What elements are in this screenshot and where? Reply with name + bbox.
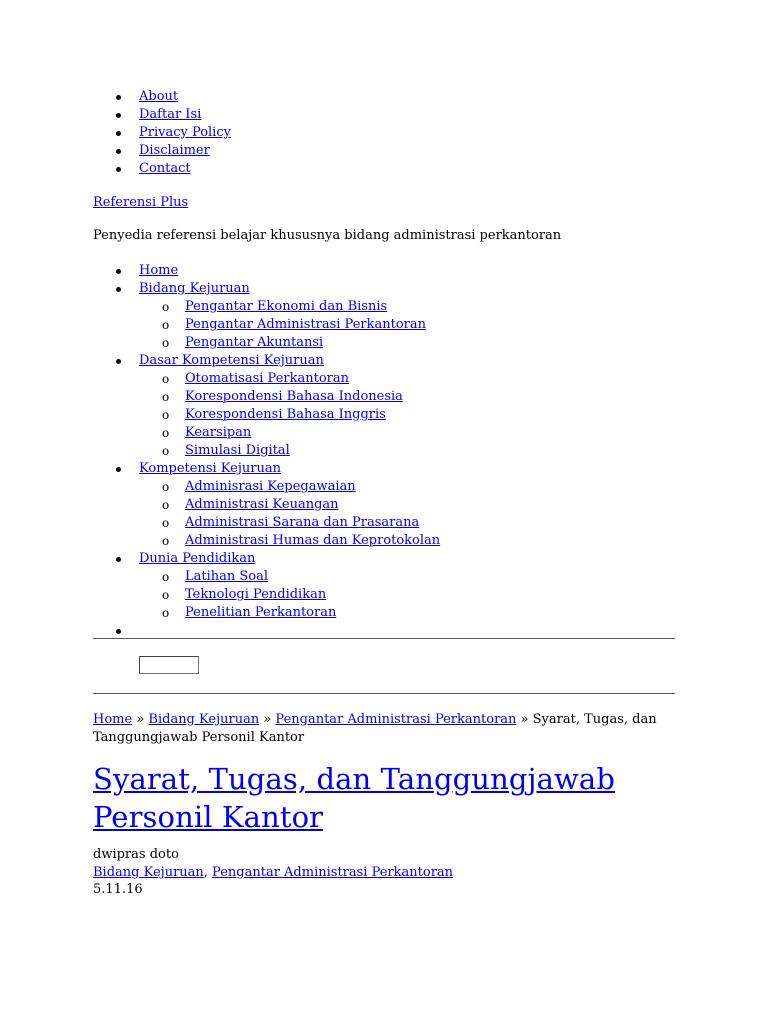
main-nav-item-home [93,262,675,280]
post-label-link[interactable]: Pengantar Administrasi Perkantoran [212,864,454,880]
main-nav-link[interactable]: Dunia Pendidikan [139,551,256,566]
top-nav-link[interactable]: Disclaimer [139,143,210,158]
top-nav-link[interactable]: Privacy Policy [139,125,231,140]
submenu-item [139,424,675,442]
submenu-link[interactable]: Latihan Soal [185,569,269,584]
submenu-link[interactable]: Korespondensi Bahasa Indonesia [185,389,403,404]
top-nav-item-disclaimer [93,142,231,160]
breadcrumb-separator: » [516,712,533,727]
submenu [139,478,675,550]
post-title [93,760,693,836]
submenu-link[interactable]: Pengantar Akuntansi [185,335,324,350]
divider [93,638,675,639]
top-nav-item-contact [93,160,231,178]
submenu-link[interactable]: Administrasi Sarana dan Prasarana [185,515,420,530]
post-meta [93,846,453,899]
submenu-link[interactable]: Administrasi Humas dan Keprotokolan [185,533,441,548]
submenu-link[interactable]: Otomatisasi Perkantoran [185,371,350,386]
post-labels [93,864,453,882]
main-nav-link[interactable]: Home [139,263,179,278]
main-nav-item-kompetensi-kejuruan [93,460,675,550]
main-navigation [93,262,675,640]
breadcrumb-subcategory-link[interactable]: Pengantar Administrasi Perkantoran [275,712,517,727]
post-date: 5.11.16 [93,882,143,897]
submenu-item [139,388,675,406]
submenu-item [139,298,675,316]
top-nav-link[interactable]: Daftar Isi [139,107,202,122]
top-nav-item-daftar-isi [93,106,231,124]
submenu-link[interactable]: Pengantar Ekonomi dan Bisnis [185,299,388,314]
breadcrumb [93,711,675,747]
submenu-link[interactable]: Simulasi Digital [185,443,290,458]
submenu-item [139,514,675,532]
submenu-item [139,604,675,622]
divider [93,693,675,694]
submenu-item [139,568,675,586]
search-input[interactable] [139,656,199,674]
submenu-item [139,496,675,514]
main-nav-link[interactable]: Kompetensi Kejuruan [139,461,281,476]
post-label-separator: , [203,864,213,880]
top-nav-link[interactable]: Contact [139,161,191,176]
submenu-item [139,406,675,424]
site-title-link[interactable]: Referensi Plus [93,195,189,210]
submenu-item [139,442,675,460]
submenu [139,298,675,352]
submenu-item [139,478,675,496]
breadcrumb-separator: » [132,712,149,727]
top-navigation [93,88,231,178]
submenu-link[interactable]: Pengantar Administrasi Perkantoran [185,317,427,332]
breadcrumb-separator: » [259,712,276,727]
main-nav-item-dunia-pendidikan [93,550,675,622]
submenu-item [139,316,675,334]
submenu-link[interactable]: Korespondensi Bahasa Inggris [185,407,386,422]
submenu-link[interactable]: Kearsipan [185,425,252,440]
submenu-item [139,586,675,604]
main-nav-link[interactable]: Bidang Kejuruan [139,281,250,296]
post-title-link[interactable]: Syarat, Tugas, dan Tanggungjawab Personil Kantor [93,762,615,834]
post-label-link[interactable]: Bidang Kejuruan [93,864,204,880]
submenu-link[interactable]: Penelitian Perkantoran [185,605,337,620]
submenu-item [139,370,675,388]
submenu-link[interactable]: Teknologi Pendidikan [185,587,327,602]
main-nav-item-bidang-kejuruan [93,280,675,352]
top-nav-item-about [93,88,231,106]
breadcrumb-home-link[interactable]: Home [93,712,133,727]
submenu-item [139,334,675,352]
top-nav-link[interactable]: About [139,89,179,104]
breadcrumb-category-link[interactable]: Bidang Kejuruan [148,712,260,727]
main-nav-item-dasar-kompetensi [93,352,675,460]
top-nav-item-privacy-policy [93,124,231,142]
submenu [139,568,675,622]
site-description: Penyedia referensi belajar khususnya bidang administrasi perkantoran [93,228,562,243]
main-nav-link[interactable]: Dasar Kompetensi Kejuruan [139,353,324,368]
submenu [139,370,675,460]
post-author: dwipras doto [93,847,179,862]
submenu-link[interactable]: Adminisrasi Kepegawaian [185,479,356,494]
submenu-link[interactable]: Administrasi Keuangan [185,497,339,512]
submenu-item [139,532,675,550]
site-title [93,194,188,212]
breadcrumb-current: Syarat, Tugas, dan Tanggungjawab Personil Kantor [93,712,657,745]
